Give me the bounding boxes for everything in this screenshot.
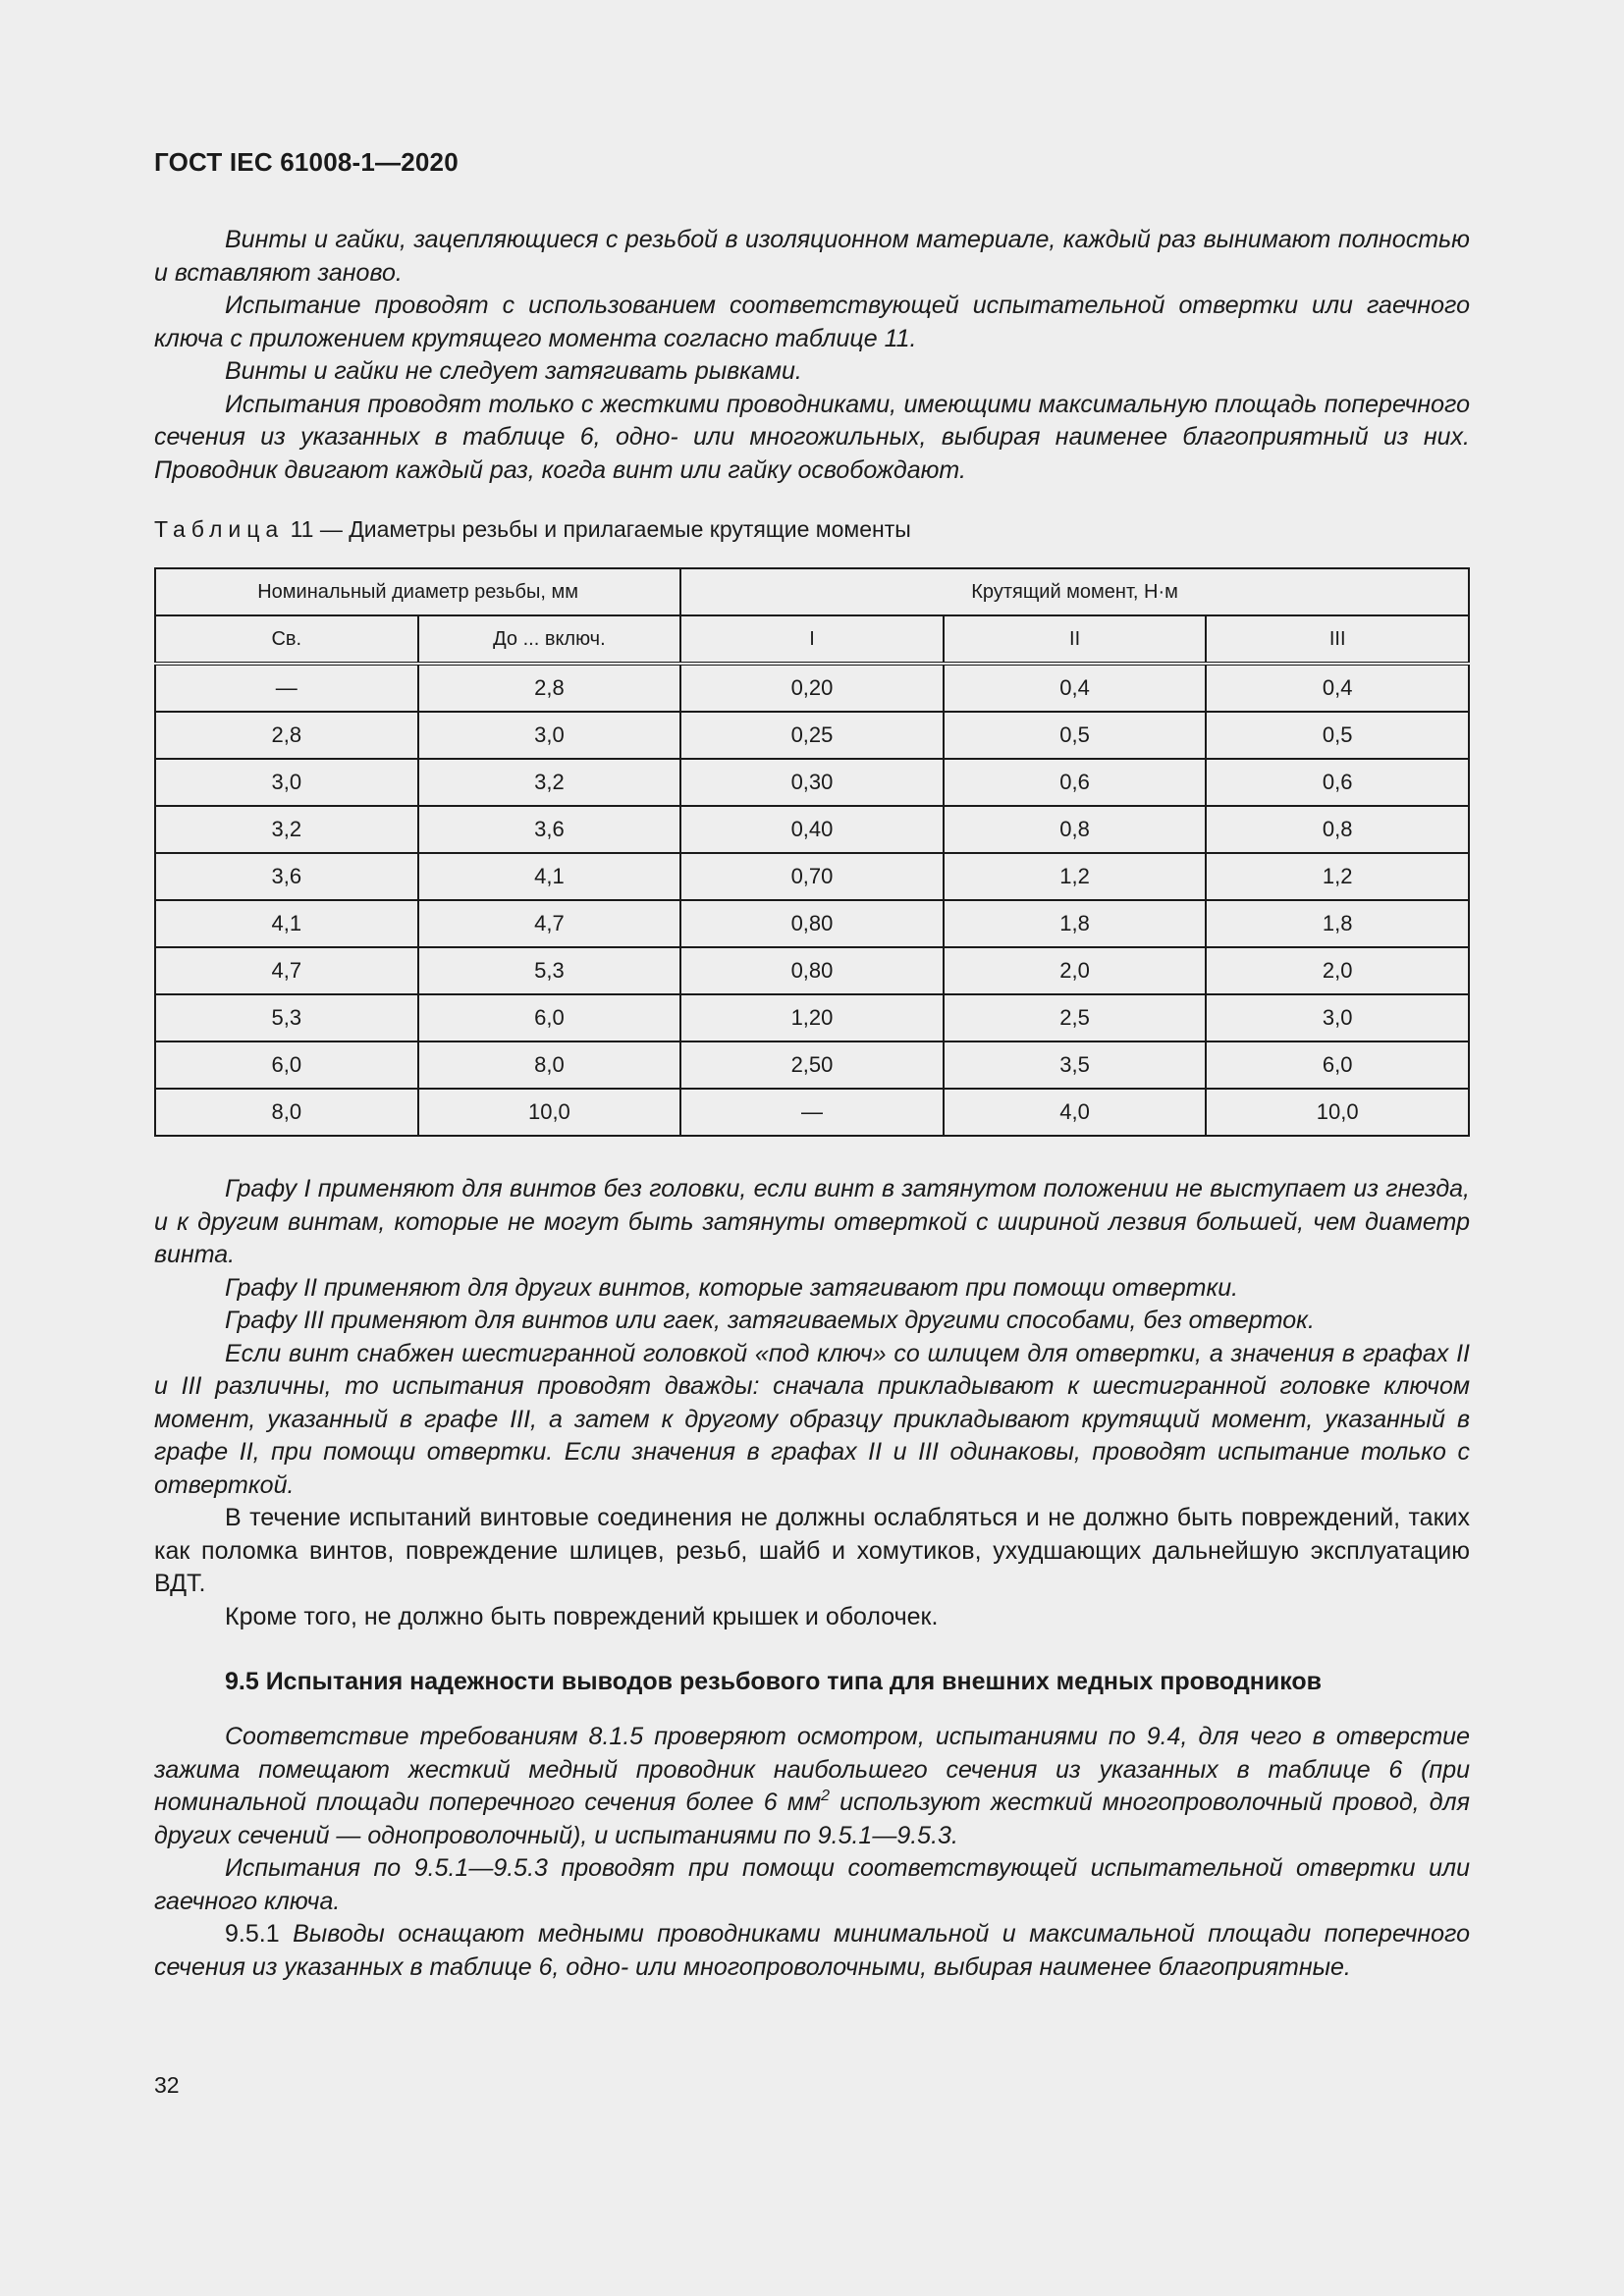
table-cell: 3,0 — [155, 759, 418, 806]
table-cell: 0,4 — [1206, 664, 1469, 712]
table-cell: 0,4 — [944, 664, 1207, 712]
table-cell: 10,0 — [1206, 1089, 1469, 1136]
intro-paragraph: Испытания проводят только с жесткими проводниками, имеющими максимальную площадь поперечного сечения из указанных в таблице 6, одно- или многожильных, выбирая наименее благоприятный из них. Проводник двигают каждый раз, когда винт или гайку освобождают. — [154, 390, 1470, 484]
clause-number: 9.5.1 — [225, 1920, 280, 1948]
table-cell: 1,2 — [1206, 853, 1469, 900]
section-paragraphs — [154, 1721, 1470, 1984]
table-cell: 1,8 — [1206, 900, 1469, 947]
notes-paragraphs — [154, 1173, 1470, 1633]
table-cell: 3,0 — [1206, 994, 1469, 1041]
table-cell: 0,80 — [680, 900, 944, 947]
table-cell: 2,8 — [418, 664, 681, 712]
table-cell: 6,0 — [418, 994, 681, 1041]
table-cell: 2,0 — [1206, 947, 1469, 994]
table-cell: — — [155, 664, 418, 712]
table-body — [155, 664, 1469, 1136]
header-col-i: I — [680, 615, 944, 664]
table-cell: 4,7 — [418, 900, 681, 947]
section-paragraph — [154, 1721, 1470, 1852]
table-cell: 0,8 — [944, 806, 1207, 853]
note-paragraph: Графу III применяют для винтов или гаек, затягиваемых другими способами, без отверток. — [225, 1307, 1315, 1334]
table-cell: 4,1 — [418, 853, 681, 900]
table-cell: 0,5 — [1206, 712, 1469, 759]
table-row — [155, 1089, 1469, 1136]
table-cell: 3,2 — [155, 806, 418, 853]
table-cell: — — [680, 1089, 944, 1136]
requirement-paragraph: Кроме того, не должно быть повреждений крышек и оболочек. — [225, 1602, 939, 1630]
table-cell: 0,8 — [1206, 806, 1469, 853]
table-cell: 3,6 — [155, 853, 418, 900]
table-cell: 0,80 — [680, 947, 944, 994]
table-row — [155, 853, 1469, 900]
header-col-iii: III — [1206, 615, 1469, 664]
section-paragraph: Испытания по 9.5.1—9.5.3 проводят при помощи соответствующей испытательной отвертки или гаечного ключа. — [154, 1854, 1470, 1915]
document-header: ГОСТ IEC 61008-1—2020 — [154, 147, 459, 177]
table-cell: 6,0 — [1206, 1041, 1469, 1089]
table-cell: 3,2 — [418, 759, 681, 806]
table-cell: 0,6 — [1206, 759, 1469, 806]
table-row — [155, 947, 1469, 994]
header-thread-diameter: Номинальный диаметр резьбы, мм — [155, 568, 680, 615]
table-cell: 4,7 — [155, 947, 418, 994]
header-from: Св. — [155, 615, 418, 664]
table-row — [155, 1041, 1469, 1089]
note-paragraph: Графу II применяют для других винтов, которые затягивают при помощи отвертки. — [225, 1273, 1239, 1302]
table-cell: 0,6 — [944, 759, 1207, 806]
header-to-incl: До ... включ. — [418, 615, 681, 664]
intro-paragraphs — [154, 224, 1470, 487]
table-cell: 0,20 — [680, 664, 944, 712]
section-paragraph — [154, 1918, 1470, 1984]
table-cell: 0,25 — [680, 712, 944, 759]
intro-paragraph: Винты и гайки не следует затягивать рывками. — [225, 357, 802, 385]
table-cell: 8,0 — [155, 1089, 418, 1136]
requirement-paragraph: В течение испытаний винтовые соединения не должны ослабляться и не должно быть повреждений, таких как поломка винтов, повреждение шлицев, резьб, шайб и хомутиков, ухудшающих дальнейшую эксплуатацию ВДТ. — [154, 1504, 1470, 1597]
clause-text: Выводы оснащают медными проводниками минимальной и максимальной площади поперечного сечения из указанных в таблице 6, одно- или многопроволочными, выбирая наименее благоприятные. — [154, 1920, 1470, 1981]
table-row — [155, 712, 1469, 759]
table-cell: 2,0 — [944, 947, 1207, 994]
table-row — [155, 664, 1469, 712]
table-cell: 6,0 — [155, 1041, 418, 1089]
header-torque: Крутящий момент, Н·м — [680, 568, 1469, 615]
table-row — [155, 994, 1469, 1041]
intro-paragraph: Испытание проводят с использованием соответствующей испытательной отвертки или гаечного ключа с приложением крутящего момента согласно таблице 11. — [154, 292, 1470, 352]
intro-paragraph: Винты и гайки, зацепляющиеся с резьбой в изоляционном материале, каждый раз вынимают полностью и вставляют заново. — [154, 226, 1470, 287]
section-title: 9.5 Испытания надежности выводов резьбового типа для внешних медных проводников — [225, 1668, 1323, 1695]
table-cell: 3,0 — [418, 712, 681, 759]
superscript: 2 — [821, 1788, 830, 1804]
page-number: 32 — [154, 2072, 180, 2098]
table-cell: 8,0 — [418, 1041, 681, 1089]
table-cell: 0,30 — [680, 759, 944, 806]
table-cell: 4,0 — [944, 1089, 1207, 1136]
table-cell: 10,0 — [418, 1089, 681, 1136]
table-row — [155, 759, 1469, 806]
table-cell: 4,1 — [155, 900, 418, 947]
torque-table — [154, 567, 1470, 1137]
table-cell: 2,8 — [155, 712, 418, 759]
table-cell: 0,40 — [680, 806, 944, 853]
note-paragraph: Если винт снабжен шестигранной головкой «под ключ» со шлицем для отвертки, а значения в графах II и III различны, то испытания проводят дважды: сначала прикладывают к шестигранной головке ключом момент, указанный в графе III, а затем к другому образцу прикладывают крутящий момент, указанный в графе II, при помощи отвертки. Если значения в графах II и III одинаковы, проводят испытание только с отверткой. — [154, 1339, 1470, 1499]
table-cell: 0,70 — [680, 853, 944, 900]
table-cell: 0,5 — [944, 712, 1207, 759]
section-text: Соответствие требованиям 8.1.5 проверяют осмотром, испытаниями по 9.4, для чего в отверстие зажима помещают жесткий медный проводник наибольшего сечения из указанных в таблице 6 (при номинальной площади поперечного сечения более 6 мм — [154, 1723, 1470, 1816]
table-row — [155, 900, 1469, 947]
header-col-ii: II — [944, 615, 1207, 664]
table-row — [155, 806, 1469, 853]
table-cell: 3,6 — [418, 806, 681, 853]
table-cell: 3,5 — [944, 1041, 1207, 1089]
table-cell: 2,50 — [680, 1041, 944, 1089]
table-cell: 1,8 — [944, 900, 1207, 947]
section-text: используют жесткий многопроволочный провод, для других сечений — однопроволочный), и испытаниями по 9.5.1—9.5.3. — [154, 1789, 1470, 1849]
table-cell: 5,3 — [418, 947, 681, 994]
table-caption — [154, 516, 911, 543]
table-cell: 1,2 — [944, 853, 1207, 900]
table-caption-text: 11 — Диаметры резьбы и прилагаемые крутящие моменты — [290, 516, 911, 542]
table-cell: 1,20 — [680, 994, 944, 1041]
table-cell: 2,5 — [944, 994, 1207, 1041]
table-caption-label: Таблица — [154, 516, 285, 542]
note-paragraph: Графу I применяют для винтов без головки, если винт в затянутом положении не выступает из гнезда, и к другим винтам, которые не могут быть затянуты отверткой с шириной лезвия большей, чем диаметр винта. — [154, 1175, 1470, 1268]
table-cell: 5,3 — [155, 994, 418, 1041]
